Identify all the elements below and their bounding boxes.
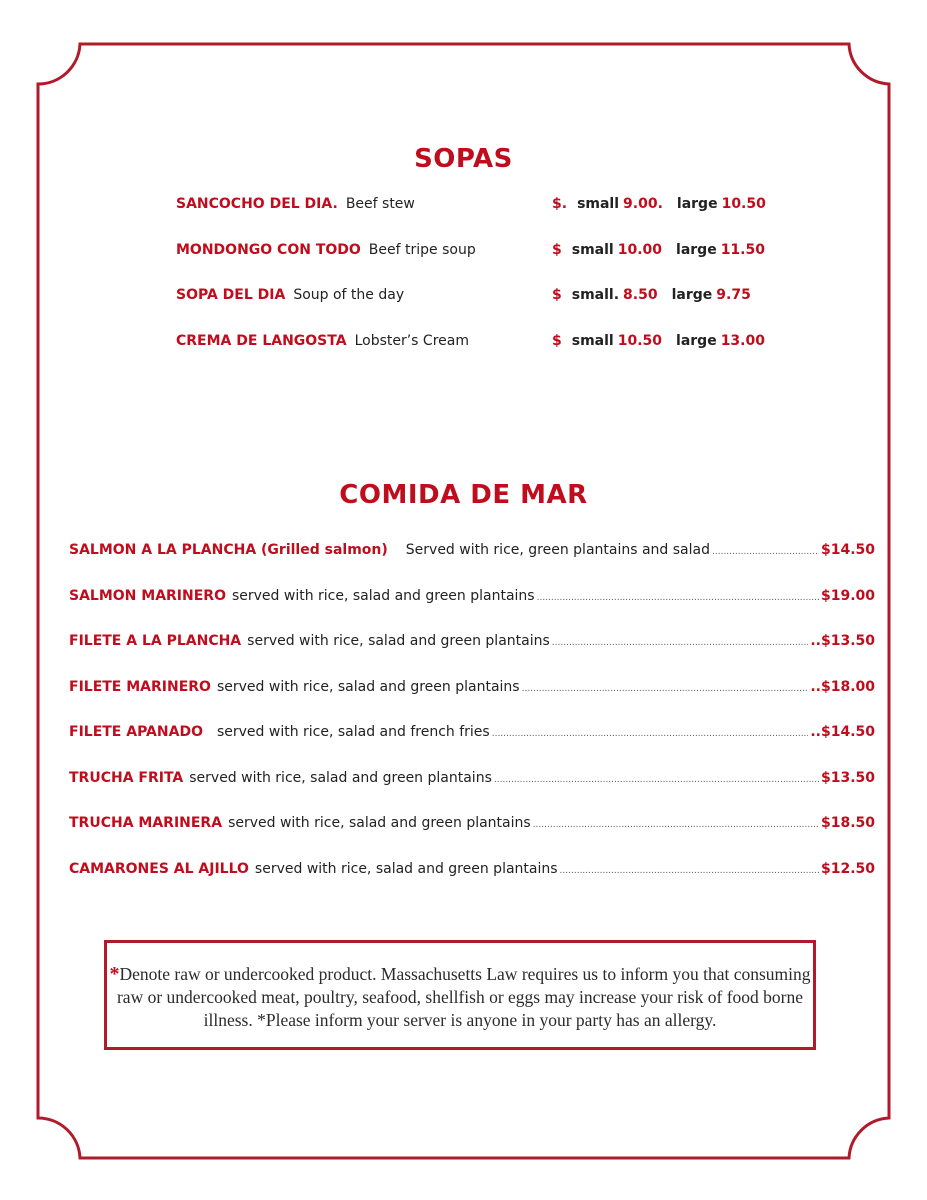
- dish-price: $13.50: [820, 770, 875, 786]
- soup-name: CREMA DE LANGOSTA: [176, 333, 347, 349]
- dish-price: $19.00: [820, 588, 875, 604]
- dish-price: ..$13.50: [810, 633, 875, 649]
- dish-description: served with rice, salad and green plantains: [254, 861, 558, 877]
- soup-item: [176, 330, 796, 352]
- soup-item: [176, 193, 796, 215]
- small-label: small: [571, 242, 614, 258]
- dish-price: ..$14.50: [810, 724, 875, 740]
- small-price: 10.50: [617, 333, 663, 349]
- dish-name: CAMARONES AL AJILLO: [69, 861, 249, 877]
- seafood-item: [69, 585, 875, 607]
- currency-symbol: $: [552, 333, 562, 349]
- soup-name: MONDONGO CON TODO: [176, 242, 361, 258]
- dish-name: SALMON MARINERO: [69, 588, 226, 604]
- large-price: 9.75: [716, 287, 751, 303]
- dot-leader: [494, 769, 819, 791]
- dot-leader: [552, 632, 809, 654]
- dish-description: served with rice, salad and green plantains: [231, 588, 535, 604]
- dish-description: served with rice, salad and green plantains: [228, 815, 531, 831]
- dot-leader: [522, 678, 809, 700]
- small-label: small.: [571, 287, 620, 303]
- allergy-notice-box: [104, 940, 816, 1050]
- large-label: large: [676, 333, 717, 349]
- dish-price: $18.50: [820, 815, 875, 831]
- seafood-item: [69, 539, 875, 561]
- comida-de-mar-heading: COMIDA DE MAR: [339, 480, 588, 510]
- seafood-item: [69, 767, 875, 789]
- soup-description: Beef tripe soup: [368, 242, 476, 258]
- small-label: small: [577, 196, 620, 212]
- dish-description: served with rice, salad and french fries: [216, 724, 490, 740]
- dish-description: Served with rice, green plantains and salad: [405, 542, 710, 558]
- sopas-heading: SOPAS: [414, 144, 513, 174]
- dish-price: $12.50: [820, 861, 875, 877]
- soup-item: [176, 239, 796, 261]
- dish-description: served with rice, salad and green plantains: [189, 770, 492, 786]
- currency-symbol: $: [552, 242, 562, 258]
- seafood-item: [69, 721, 875, 743]
- dish-price: ..$18.00: [810, 679, 875, 695]
- large-label: large: [676, 196, 718, 212]
- dish-name: FILETE APANADO: [69, 724, 203, 740]
- large-price: 13.00: [720, 333, 765, 349]
- soup-price: [552, 239, 765, 261]
- dish-price: $14.50: [820, 542, 875, 558]
- soup-name: SOPA DEL DIA: [176, 287, 286, 303]
- small-price: 10.00: [617, 242, 663, 258]
- seafood-item: [69, 676, 875, 698]
- seafood-item: [69, 630, 875, 652]
- soup-description: Soup of the day: [293, 287, 405, 303]
- large-price: 10.50: [721, 196, 766, 212]
- dish-name: SALMON A LA PLANCHA (Grilled salmon): [69, 542, 388, 558]
- dot-leader: [492, 723, 809, 745]
- large-label: large: [671, 287, 713, 303]
- soup-price: [552, 330, 765, 352]
- dish-name: FILETE A LA PLANCHA: [69, 633, 242, 649]
- seafood-item: [69, 858, 875, 880]
- dot-leader: [537, 587, 819, 609]
- soup-price: [552, 284, 751, 306]
- small-price: 8.50: [623, 287, 658, 303]
- dot-leader: [560, 860, 819, 882]
- large-price: 11.50: [720, 242, 765, 258]
- dish-name: FILETE MARINERO: [69, 679, 211, 695]
- soup-description: Beef stew: [345, 196, 415, 212]
- small-price: 9.00.: [623, 196, 663, 212]
- soup-item: [176, 284, 796, 306]
- dish-name: TRUCHA FRITA: [69, 770, 184, 786]
- dish-description: served with rice, salad and green plantains: [247, 633, 550, 649]
- dish-name: TRUCHA MARINERA: [69, 815, 223, 831]
- large-label: large: [676, 242, 717, 258]
- dot-leader: [712, 541, 819, 563]
- soup-name: SANCOCHO DEL DIA.: [176, 196, 338, 212]
- asterisk-icon: *: [109, 963, 120, 985]
- soup-price: [552, 193, 766, 215]
- dot-leader: [533, 814, 819, 836]
- soup-description: Lobster’s Cream: [354, 333, 469, 349]
- small-label: small: [571, 333, 614, 349]
- allergy-notice-text: Denote raw or undercooked product. Massachusetts Law requires us to inform you that consuming raw or undercooked meat, poultry, seafood, shellfish or eggs may increase your risk of food borne illness. *Please inform your server is anyone in your party has an allergy.: [116, 964, 811, 1030]
- currency-symbol: $.: [552, 196, 568, 212]
- currency-symbol: $: [552, 287, 562, 303]
- seafood-item: [69, 812, 875, 834]
- dish-description: served with rice, salad and green plantains: [216, 679, 520, 695]
